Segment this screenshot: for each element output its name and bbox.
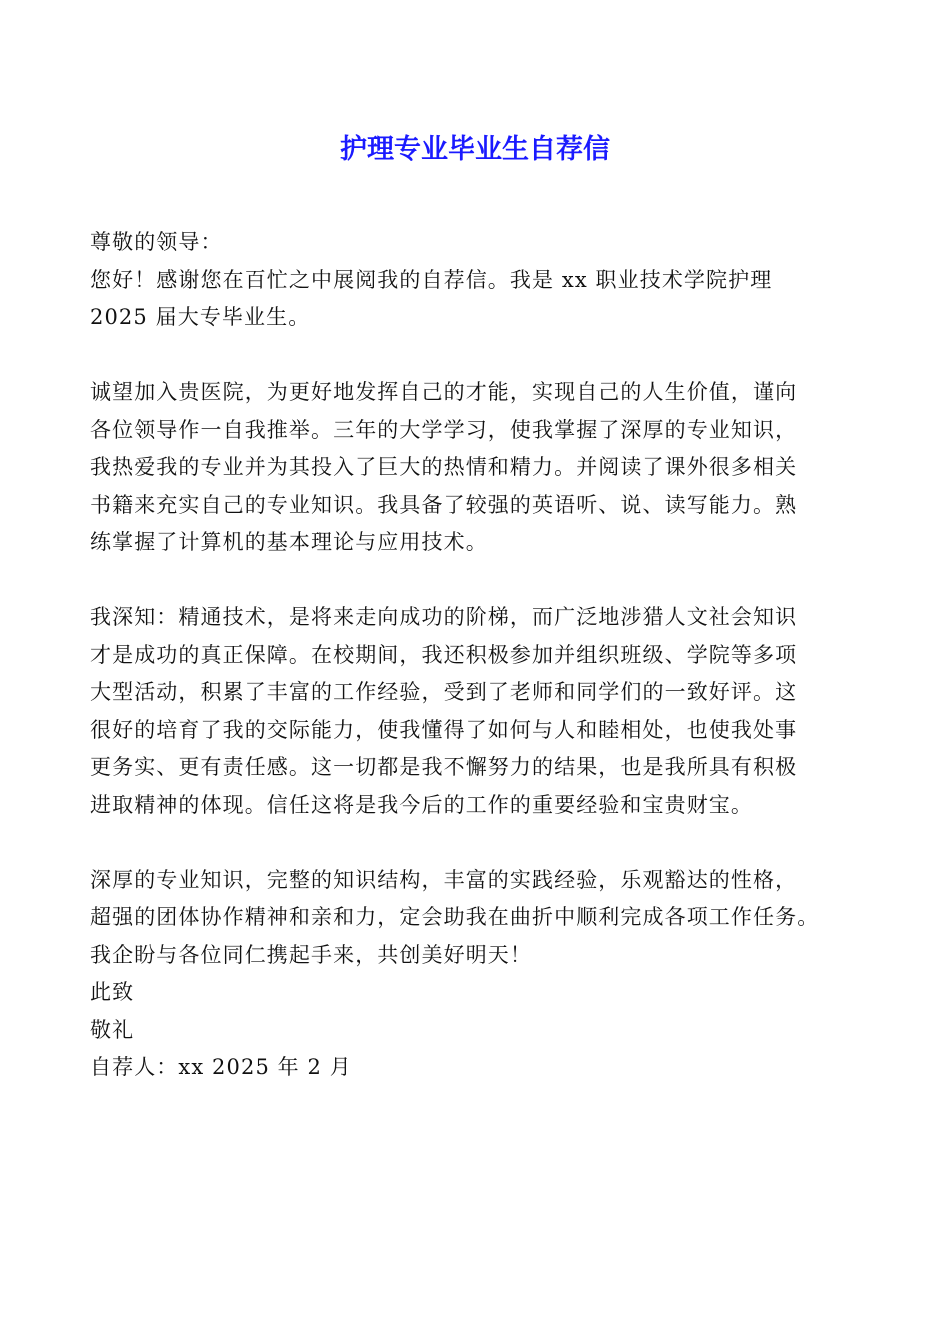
paragraph-3-line: 大型活动，积累了丰富的工作经验，受到了老师和同学们的一致好评。这	[90, 680, 798, 704]
paragraph-2-line: 书籍来充实自己的专业知识。我具备了较强的英语听、说、读写能力。熟	[90, 492, 798, 517]
paragraph-4-line: 我企盼与各位同仁携起手来，共创美好明天！	[90, 942, 532, 967]
paragraph-gap	[90, 337, 890, 375]
paragraph-3-line: 进取精神的体现。信任这将是我今后的工作的重要经验和宝贵财宝。	[90, 792, 753, 817]
letter-body	[90, 224, 890, 1087]
paragraph-2-line: 我热爱我的专业并为其投入了巨大的热情和精力。并阅读了课外很多相关	[90, 455, 798, 479]
paragraph-2-line: 练掌握了计算机的基本理论与应用技术。	[90, 530, 488, 554]
paragraph-1-line: 2025 届大专毕业生。	[90, 305, 311, 329]
paragraph-3-line: 更务实、更有责任感。这一切都是我不懈努力的结果，也是我所具有积极	[90, 755, 798, 779]
paragraph-3-line: 我深知：精通技术，是将来走向成功的阶梯，而广泛地涉猎人文社会知识	[90, 605, 798, 629]
page-title: 护理专业毕业生自荐信	[340, 134, 610, 165]
closing-line: 敬礼	[90, 1017, 135, 1042]
salutation: 尊敬的领导：	[90, 230, 223, 254]
paragraph-1-line: 您好！感谢您在百忙之中展阅我的自荐信。我是 xx 职业技术学院护理	[90, 267, 773, 292]
paragraph-gap	[90, 824, 890, 862]
paragraph-2-line: 各位领导作一自我推举。三年的大学学习，使我掌握了深厚的专业知识，	[90, 417, 798, 442]
paragraph-4-line: 深厚的专业知识，完整的知识结构，丰富的实践经验，乐观豁达的性格，	[90, 867, 798, 892]
signature: 自荐人：xx 2025 年 2 月	[90, 1055, 352, 1079]
paragraph-3-line: 才是成功的真正保障。在校期间，我还积极参加并组织班级、学院等多项	[90, 642, 798, 667]
paragraph-4-line: 超强的团体协作精神和亲和力，定会助我在曲折中顺利完成各项工作任务。	[90, 905, 820, 929]
paragraph-2-line: 诚望加入贵医院，为更好地发挥自己的才能，实现自己的人生价值，谨向	[90, 380, 798, 404]
paragraph-gap	[90, 562, 890, 600]
paragraph-3-line: 很好的培育了我的交际能力，使我懂得了如何与人和睦相处，也使我处事	[90, 717, 798, 742]
closing-line: 此致	[90, 980, 135, 1004]
